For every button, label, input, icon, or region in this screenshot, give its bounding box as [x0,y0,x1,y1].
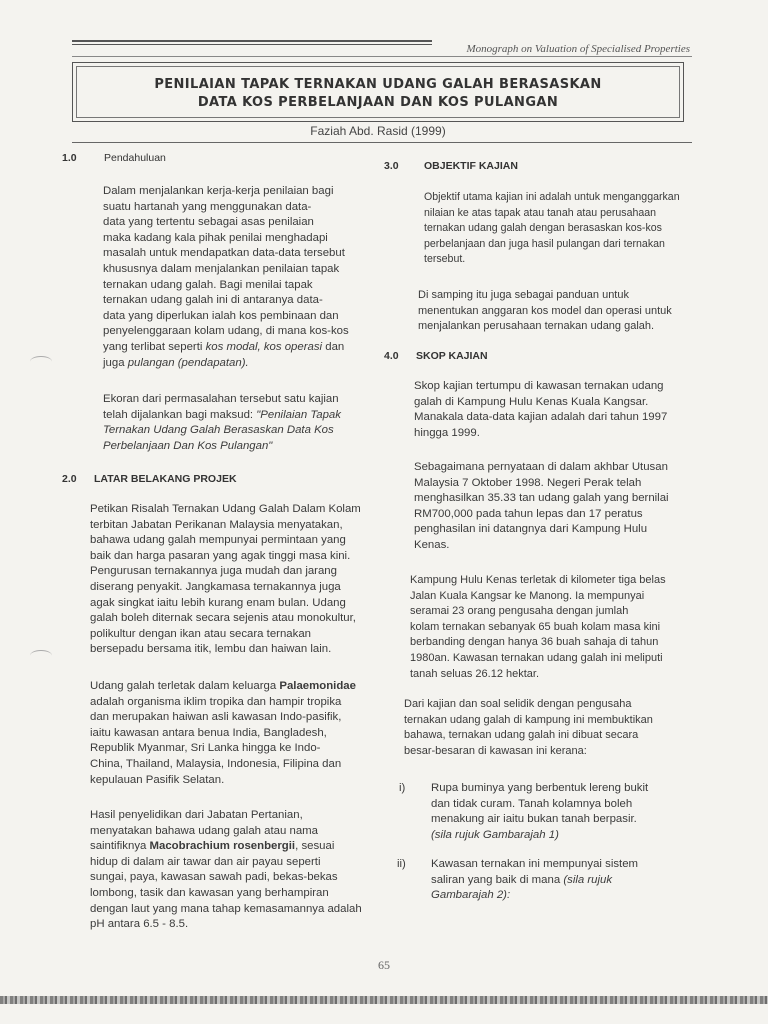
text-line: galah boleh diternak secara sejenis atau monokultur, [90,612,356,625]
text-line: perbelanjaan dan juga hasil pulangan dari ternakan [424,237,665,250]
text-line: nilaian ke atas tapak atau tanah atau perusahaan [424,206,657,219]
emphasis-text: "Penilaian Tapak [256,408,341,421]
text-line: tersebut. [424,253,466,266]
author-line: Faziah Abd. Rasid (1999) [310,124,446,138]
text-run: telah dijalankan bagi maksud: [103,408,257,421]
section-label: SKOP KAJIAN [416,350,488,362]
text-line: kepulauan Pasifik Selatan. [90,773,225,786]
text-line: pH antara 6.5 - 8.5. [90,918,189,931]
text-run: saliran yang baik di mana [431,873,564,886]
text-line: Sebagaimana pernyataan di dalam akhbar Utusan [414,461,668,473]
page-number: 65 [378,958,390,972]
text-line: bahawa, ternakan udang galah ini dibuat secara [404,729,639,742]
scan-edge [0,996,768,1004]
text-line: penyelenggaraan kolam udang, di mana kos-kos [103,325,349,338]
text-line: menakung air iaitu bukan tanah berpasir. [431,813,637,826]
text-run: dan [322,340,345,353]
text-line: tanah seluas 26.12 hektar. [410,667,540,680]
title-box [72,62,684,122]
text-run: yang terlibat seperti [103,340,206,353]
section-number: 3.0 [384,160,399,172]
text-line: iaitu kawasan antara benua India, Bangladesh, [90,726,327,739]
text-line: Perbelanjaan Dan Kos Pulangan" [103,439,273,452]
text-line [90,679,356,695]
section-label: OBJEKTIF KAJIAN [424,160,518,172]
title-line-2: DATA KOS PERBELANJAAN DAN KOS PULANGAN [197,95,559,110]
header-rule-right [72,56,692,57]
paragraph-scope [414,379,667,441]
text-line: masalah untuk mendapatkan data-data tersebut [103,247,345,260]
text-line: lombong, tasik dan kawasan yang berhampiran [90,886,329,899]
paragraph-survey [404,697,653,759]
text-line: menjalankan perusahaan ternakan udang galah. [418,320,655,333]
figure-reference: (sila rujuk Gambarajah 1) [431,828,559,841]
paragraph-classification [90,679,356,788]
text-line: Hasil penyelidikan dari Jabatan Pertanian, [90,809,303,821]
text-line: terbitan Jabatan Perikanan Malaysia menyatakan, [90,518,343,531]
text-line [431,873,638,889]
emphasis-text: kos modal, kos operasi [205,340,323,353]
text-line: data yang tertentu sebagai asas penilaian [103,216,314,229]
text-line: Malaysia 7 Oktober 1998. Negeri Perak telah [414,476,642,489]
header-rule-thin [72,44,432,45]
figure-reference: (sila rujuk [563,873,613,886]
text-line: agak singkat iaitu lebih kurang enam bulan. Udang [90,596,346,609]
text-line: Di samping itu juga sebagai panduan untuk [418,289,629,301]
text-line: polikultur dengan ikan atau secara ternakan [90,627,311,640]
title-inner-border [76,66,680,118]
text-line: diserang penyakit. Jangkamasa ternakannya juga [90,580,341,593]
text-line: besar-besaran di kawasan ini kerana: [404,744,587,757]
text-line: ternakan udang galah di kampung ini membuktikan [404,713,653,726]
paragraph-objective-guide [418,288,672,335]
text-line: khususnya dalam menjalankan penilaian tapak [103,262,340,275]
text-line: Objektif utama kajian ini adalah untuk menganggarkan [424,191,680,203]
text-line: baik dan harga pasaran yang agak tinggi masa kini. [90,549,351,562]
text-run: , sesuai [295,840,335,853]
paragraph-location [410,573,666,682]
text-line: 1980an. Kawasan ternakan udang galah ini meliputi [410,651,663,664]
author-rule [72,142,692,143]
text-line: hingga 1999. [414,426,480,439]
text-line: berbanding dengan hanya 36 buah sahaja di tahun [410,636,659,649]
text-line: sungai, paya, kawasan sawah padi, bekas-bekas [90,871,338,884]
text-line: hidup di dalam air tawar dan air payau seperti [90,855,321,868]
paragraph-introduction [103,184,349,371]
text-line: Kampung Hulu Kenas terletak di kilometer tiga belas [410,574,666,586]
text-line: galah di Kampung Hulu Kenas Kuala Kangsar. [414,395,649,408]
title-line-1: PENILAIAN TAPAK TERNAKAN UDANG GALAH BERASASKAN [154,77,602,92]
paragraph-habitat [90,808,362,933]
text-line: Manakala data-data kajian adalah dari tahun 1997 [414,411,668,424]
paragraph-study-purpose [103,392,341,454]
text-line: dan merupakan haiwan asli kawasan Indo-pasifik, [90,711,342,724]
text-line: bersepadu bersama itik, lembu dan haiwan lain. [90,643,332,656]
text-run: juga [103,356,128,369]
text-line [103,340,349,356]
text-line: bahawa udang galah mempunyai permintaan yang [90,534,346,547]
text-run: Udang galah terletak dalam keluarga [90,680,280,692]
paragraph-objective [424,190,680,268]
section-number: 1.0 [62,152,77,164]
emphasis-text: pulangan (pendapatan). [127,356,249,369]
text-line: Rupa buminya yang berbentuk lereng bukit [431,782,649,794]
text-line: dan tidak curam. Tanah kolamnya boleh [431,797,633,810]
text-line: seramai 23 orang pengusaha dengan jumlah [410,605,629,618]
text-line [90,839,362,855]
binding-mark [30,356,52,367]
text-line: Republik Myanmar, Sri Lanka hingga ke Indo- [90,742,321,755]
text-line: Dalam menjalankan kerja-kerja penilaian bagi [103,185,334,197]
text-line: Skop kajian tertumpu di kawasan ternakan udang [414,380,664,392]
text-line: Kenas. [414,538,450,551]
list-marker: ii) [397,858,406,870]
text-line: Ekoran dari permasalahan tersebut satu kajian [103,393,339,405]
text-line: suatu hartanah yang menggunakan data- [103,200,312,213]
text-line: ternakan udang galah dengan berasaskan kos-kos [424,222,662,235]
text-line [103,356,349,372]
list-marker: i) [399,782,406,794]
text-line: menentukan anggaran kos model dan operasi untuk [418,304,672,317]
text-line: ternakan udang galah. Bagi menilai tapak [103,278,313,291]
section-label: LATAR BELAKANG PROJEK [94,473,237,485]
text-line: Ternakan Udang Galah Berasaskan Data Kos [103,424,334,437]
text-line: Pengurusan ternakannya juga mudah dan jarang [90,565,337,578]
emphasis-text: Macobrachium rosenbergii [149,840,296,853]
running-header: Monograph on Valuation of Specialised Properties [466,43,690,55]
section-number: 4.0 [384,350,399,362]
binding-mark [30,650,52,661]
text-line: ternakan udang galah ini di antaranya data- [103,294,323,307]
section-label: Pendahuluan [104,152,166,164]
paragraph-newspaper [414,460,669,554]
text-line: kolam ternakan sebanyak 65 buah kolam masa kini [410,620,661,633]
text-line: dengan laut yang mana tahap kemasamannya adalah [90,902,362,915]
text-line: menghasilkan 35.33 tan udang galah yang bernilai [414,492,669,505]
text-line: RM700,000 pada tahun lepas dan 17 peratus [414,507,643,520]
text-line: menyatakan bahawa udang galah atau nama [90,824,318,837]
text-line [103,408,341,424]
header-rule-thick [72,40,432,42]
text-line: data yang diperlukan ialah kos pembinaan dan [103,309,339,322]
text-line: Jalan Kuala Kangsar ke Manong. Ia mempunyai [410,589,645,602]
section-number: 2.0 [62,473,77,485]
text-run: saintifiknya [90,840,150,853]
figure-reference: Gambarajah 2): [431,889,511,902]
text-line: China, Thailand, Malaysia, Indonesia, Filipina dan [90,757,342,770]
text-line: Petikan Risalah Ternakan Udang Galah Dalam Kolam [90,503,361,515]
text-line: penghasilan ini datangnya dari Kampung Hulu [414,523,648,536]
text-line: Kawasan ternakan ini mempunyai sistem [431,858,639,870]
text-line: Dari kajian dan soal selidik dengan pengusaha [404,698,632,710]
text-line: maka kadang kala pihak penilai menghadapi [103,231,328,244]
text-line: adalah organisma iklim tropika dan hampir tropika [90,695,342,708]
paragraph-background [90,502,361,658]
emphasis-text: Palaemonidae [279,680,356,692]
